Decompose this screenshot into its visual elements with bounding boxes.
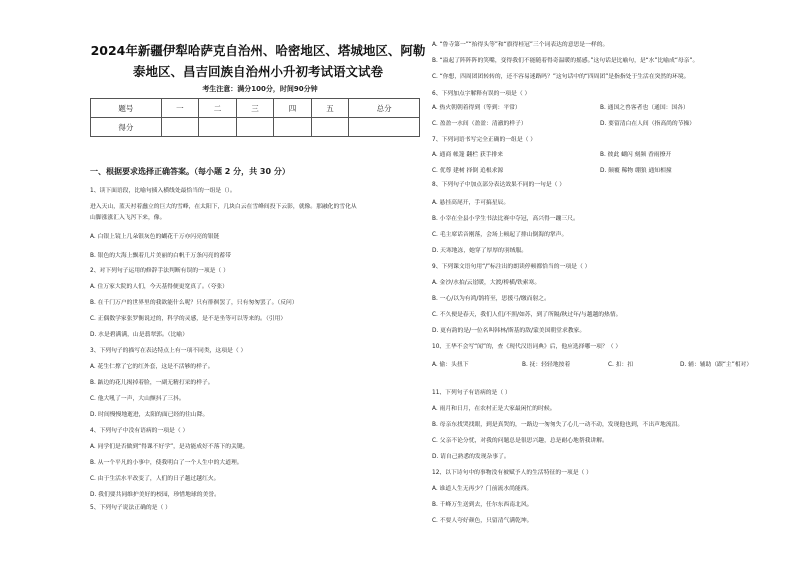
score-header-cell: 三 [236,99,274,118]
score-cell[interactable] [199,118,237,137]
score-table [90,98,420,137]
question-line: A. 雨月和日月，在农村正是大家最闲忙的时候。 [432,406,556,412]
exam-title-line1: 2024年新疆伊犁哈萨克自治州、哈密地区、塔城地区、阿勒 [90,43,426,58]
score-header-cell: 题号 [91,99,162,118]
answer-option: B. 抚：轻轻地按着 [522,362,571,368]
question-line: A. 住万家大院的人们，今天基得便更宽真了。（夸张） [90,284,228,290]
question-line: C. 不要人夸好颜色，只留清气满乾坤。 [432,518,533,524]
question-line: A. “鲁寺第一”“抬得头等”和“旗得桂冠”三个词表达的意思是一样的。 [432,42,609,48]
question-line: C. 不久便是春天，我们人们/不照/如苏，到了所隔/秋过年/与越越的热情。 [432,312,622,318]
score-row-label: 得分 [91,118,162,137]
question-line: 进入天山，蓝天衬着蠢立的巨大的雪峰，在太阳下，几块白云在雪峰间投下云影，就像。那融化的雪化从 [90,204,357,210]
question-line: 5、下列句子说法正确的是（ ） [90,505,171,511]
answer-option: C. 优尊 建树 择倒 追根求源 [432,168,504,174]
question-line: B. 小宰在全县小学生书法比赛中夺冠，高兴得一蹦三尺。 [432,216,579,222]
question-line: D. 时间慢慢地逝进，太阳的面已经的往山降。 [90,412,209,418]
exam-title-line2: 泰地区、昌吉回族自治州小升初考试语文试卷 [132,64,383,79]
question-line: D. 水是碧满满，山是翡翠郭。（比喻） [90,332,188,338]
answer-option: A. 偷：头扭下 [432,362,469,368]
question-line: C. 正偶数学家张罗衡说过的，科学的灵感，是不是坐等可以等来的。（引用） [90,316,287,322]
answer-option: D. 颠覆 稀物 绷狼 通知相撞 [600,168,672,174]
score-cell[interactable] [236,118,274,137]
answer-option: D. 要留清白在人间（指高尚的节操） [600,121,696,127]
question-line: 山脚涨涨汇入飞泻下来，像。 [90,215,166,221]
question-line: A. 同学们是否做到“得课不好学”，是功能成好不落下的关键。 [90,444,249,450]
answer-option: C. 盈盈一水间（盈盈：清澈的样子） [432,121,527,127]
question-line: 2、对下列句子运用的修辞手法判断有误的一项是（ ） [90,268,229,274]
question-line: B. 在千门万户的世界里的我欲能什么呢？只有徘徊罢了，只有匆匆罢了。（反问） [90,300,298,306]
question-line: B. 一心/以为有鸿/鹄将至，思援弓/缴而射之。 [432,296,550,302]
question-line: D. 更有韵的是/一位名叫韩林/斯基的敌/蒙美国朝堂求教家。 [432,328,586,334]
question-line: B. 母亲东找哭找眼，到是真哭的，一路边一匆匆失了心儿一动不动，发现他也到，不出声地流泪。 [432,422,684,428]
question-line: A. 花生仁撑了它的红外套，这是不活够的样子。 [90,364,214,370]
question-line: A. 谁道人生无再少？门前流水尚能西。 [432,486,533,492]
question-line: 6、下列加点字解释有误的一项是（ ） [432,91,531,97]
question-line: C. “你想，四周团团转转的，还不容易迷路吗？”这句话中的“四周团”是指指处于生活在突然的环境。 [432,74,690,80]
question-line: B. 千峰万生送到去，任尔东西南北风。 [432,502,533,508]
score-cell[interactable] [349,118,420,137]
question-line: B. 银色的大海上飘着几片美丽的白帆千万条闪亮的蓄带 [90,253,231,259]
score-header-cell: 二 [199,99,237,118]
score-cell[interactable] [161,118,199,137]
question-line: B. “溢起了阵阵阵的笑嘴，变得我们不能随着得奇温暖的摇感。”这句话是比喻句，是“水”比喻成“母亲”。 [432,58,699,64]
question-line: C. 由于生活水平改变了，人们的日子越过越红火。 [90,476,220,482]
answer-option: A. 通商 帐篷 翻栏 获手排来 [432,152,504,158]
score-header-cell: 五 [311,99,349,118]
question-line: 10、王华不会写“闻”的，查《现代汉语词典》后，他应选择哪一项？（ ） [432,344,622,350]
question-line: 4、下列句子中没有语病的一项是（ ） [90,428,189,434]
question-line: A. 悬挂高尾开，手可搞星辰。 [432,200,510,206]
question-line: B. 踮边的花儿揭掉着脸，一副无精打采的样子。 [90,380,214,386]
answer-option: D. 辅：辅助（跟“主”相对） [680,362,753,368]
score-table-score-row [91,118,420,137]
score-table-header-row [91,99,420,118]
exam-notice: 考生注意：满分100分，时间90分钟 [202,85,318,93]
question-line: D. 我们要共同维护美好的校园，珍惜地球的美誉。 [90,492,220,498]
answer-option: B. 彼此 蝴闪 刻频 香雨撩开 [600,152,672,158]
question-line: 3、下列句子的描写在表达特点上有一项不同类，这项是（ ） [90,348,247,354]
question-line: 7、下列词语书写完全正确的一组是（ ） [432,137,537,143]
answer-option: B. 通国之兽客者也（通国：国各） [600,105,689,111]
question-line: C. 他大吼了一声，大山颤抖了三抖。 [90,396,185,402]
question-line: 11、下列句子有语病的是（ ） [432,390,511,396]
section-1-title: 一、根据要求选择正确答案。（每小题 2 分，共 30 分） [90,167,290,176]
question-line: 9、下列课文语句用“/”标注出的朗读停顿都恰当的一项是（ ） [432,264,591,270]
score-cell[interactable] [274,118,312,137]
score-header-cell: 一 [161,99,199,118]
question-line: A. 金沙/水拍/云崖暖，大渡/桥横/铁索寒。 [432,280,541,286]
question-line: 12、以下诗句中的事物没有被赋予人的生活特征的一项是（ ） [432,470,592,476]
question-line: D. 请自己熟悉的发现杂事了。 [432,454,510,460]
question-line: 8、下列句子中加点部分表达效果不同的一句是（ ） [432,182,566,188]
question-line: D. 天寒地冻，她穿了厚厚的羽绒服。 [432,248,528,254]
question-line: B. 从一个平凡的小事中，使我明白了一个人生中的大道理。 [90,460,243,466]
question-line: 1、读下面语段，比喻句插入横线处最恰当的一组是（）。 [90,188,236,194]
answer-option: A. 热火朝朝着得到（等到：平常） [432,105,521,111]
score-header-cell: 四 [274,99,312,118]
score-cell[interactable] [311,118,349,137]
question-line: C. 父亲不论分忧，对我的问题总是很思兴趣，总是耐心地帮我讲解。 [432,438,608,444]
score-header-cell: 总分 [349,99,420,118]
answer-option: C. 扣：扣 [608,362,634,368]
question-line: C. 毛主席话音刚落，会场上顿起了排山倒海的掌声。 [432,232,568,238]
exam-title [90,40,426,82]
question-line: A. 白银上镜上几朵银灰色的蝴花千万亦闪亮的银链 [90,234,220,240]
